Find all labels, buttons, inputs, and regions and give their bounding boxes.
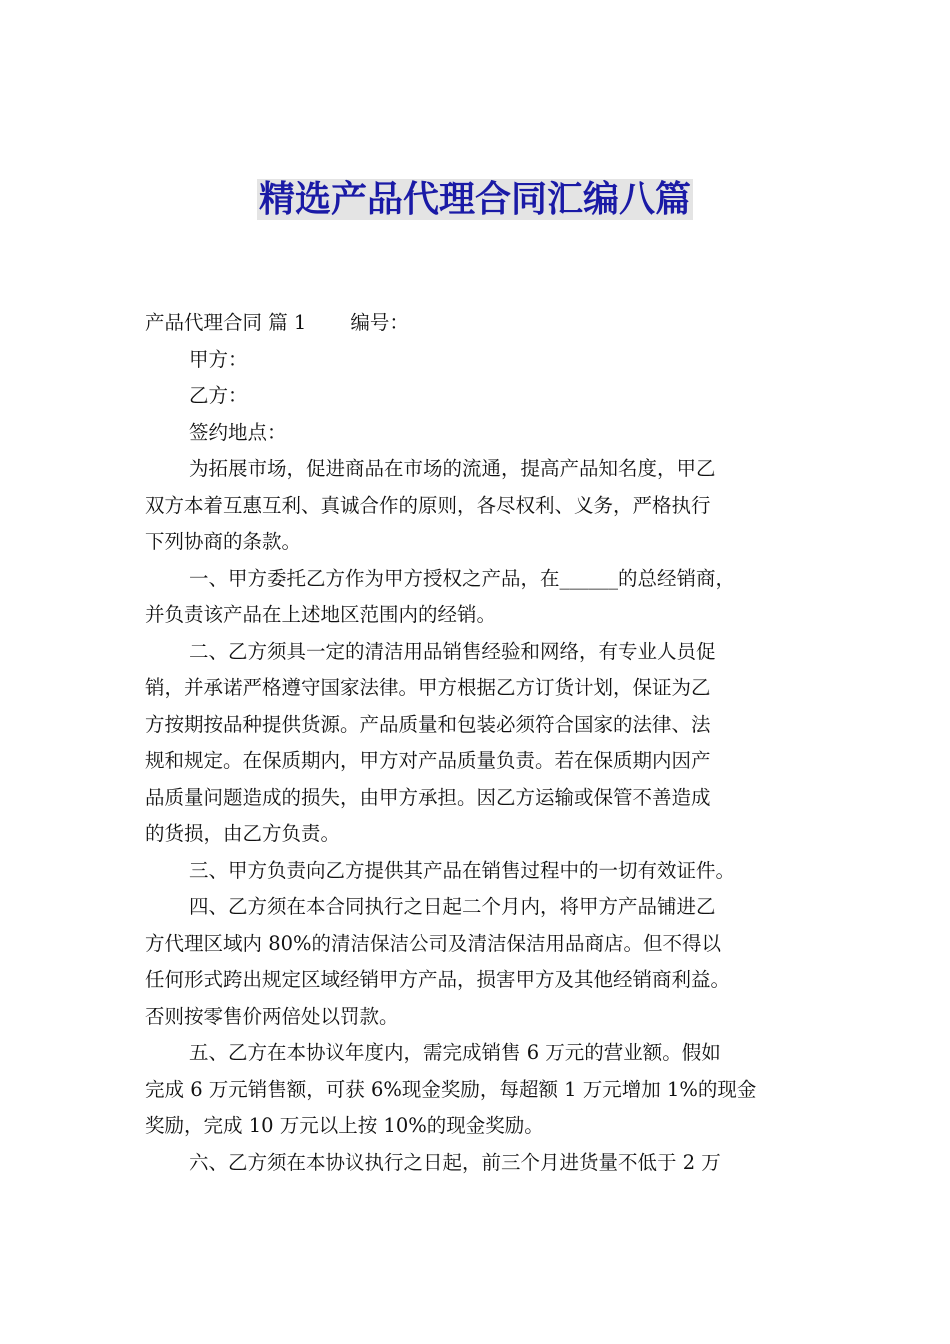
text-line: 四、乙方须在本合同执行之日起二个月内，将甲方产品铺进乙: [189, 895, 716, 918]
text-line: 六、乙方须在本协议执行之日起，前三个月进货量不低于 2 万: [189, 1150, 721, 1174]
text-line: 方按期按品种提供货源。产品质量和包装必须符合国家的法律、法: [145, 712, 711, 736]
text-line: 为拓展市场，促进商品在市场的流通，提高产品知名度，甲乙: [189, 457, 716, 480]
text-line: 并负责该产品在上述地区范围内的经销。: [145, 603, 497, 626]
text-line: 品质量问题造成的损失，由甲方承担。因乙方运输或保管不善造成: [145, 785, 711, 809]
text-line: 完成 6 万元销售额，可获 6%现金奖励，每超额 1 万元增加 1%的现金: [145, 1077, 757, 1101]
text-line: 双方本着互惠互利、真诚合作的原则，各尽权利、义务，严格执行: [145, 493, 711, 517]
text-line: 二、乙方须具一定的清洁用品销售经验和网络，有专业人员促: [189, 639, 716, 663]
party-a-field: 甲方：: [189, 347, 248, 371]
document-title-text: 精选产品代理合同汇编八篇: [258, 179, 691, 220]
text-line: 销，并承诺严格遵守国家法律。甲方根据乙方订货计划，保证为乙: [145, 676, 711, 699]
text-line: 下列协商的条款。: [145, 530, 302, 553]
text-line: 奖励，完成 10 万元以上按 10%的现金奖励。: [145, 1114, 544, 1137]
text-line: 方代理区域内 80%的清洁保洁公司及清洁保洁用品商店。但不得以: [145, 931, 722, 955]
text-line: 规和规定。在保质期内，甲方对产品质量负责。若在保质期内因产: [145, 749, 711, 772]
contract-number-label: 编号：: [350, 311, 409, 334]
text-line: 五、乙方在本协议年度内，需完成销售 6 万元的营业额。假如: [189, 1041, 721, 1064]
text-line: 否则按零售价两倍处以罚款。: [145, 1004, 399, 1028]
document-title: [0, 176, 950, 224]
party-b-field: 乙方：: [189, 384, 248, 407]
location-field: 签约地点：: [189, 420, 287, 444]
section-header: [145, 305, 810, 342]
text-line: 的货损，由乙方负责。: [145, 822, 341, 845]
text-line: 任何形式跨出规定区域经销甲方产品，损害甲方及其他经销商利益。: [145, 968, 731, 991]
section-label: 产品代理合同 篇 1: [145, 311, 307, 334]
text-line: 一、甲方委托乙方作为甲方授权之产品，在______的总经销商，: [189, 566, 736, 590]
document-body: [145, 305, 810, 1181]
text-line: 三、甲方负责向乙方提供其产品在销售过程中的一切有效证件。: [189, 858, 736, 882]
